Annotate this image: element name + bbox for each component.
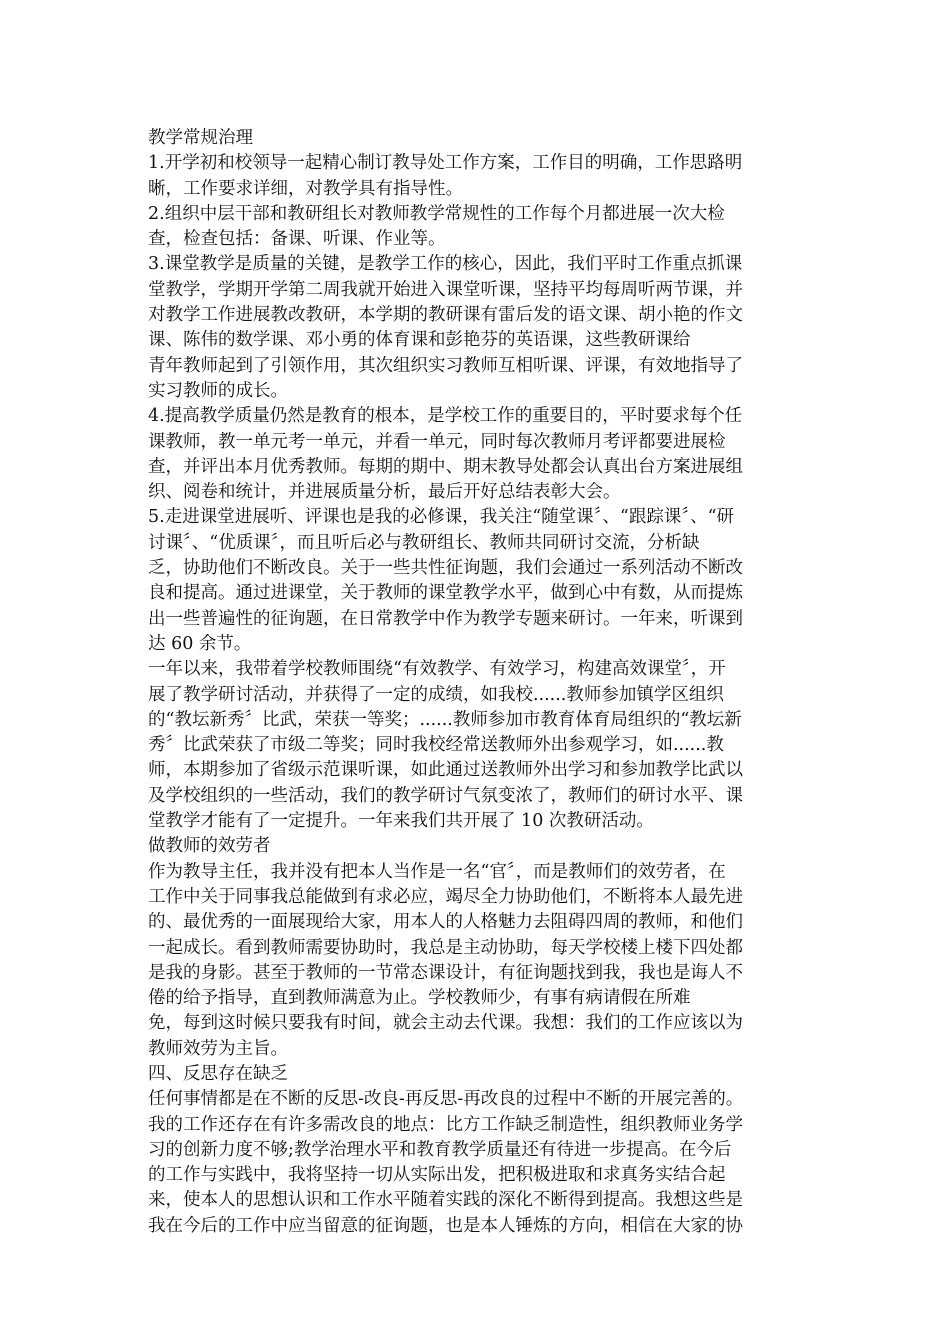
text-line: 及学校组织的一些活动，我们的教学研讨气氛变浓了，教师们的研讨水平、课 — [148, 785, 743, 806]
section-body-teaching-management — [148, 151, 804, 834]
text-line: 查，并评出本月优秀教师。每期的期中、期末教导处都会认真出台方案进展组 — [148, 456, 743, 477]
text-line: 我在今后的工作中应当留意的征询题，也是本人锤炼的方向，相信在大家的协 — [148, 1215, 743, 1236]
text-line: 出一些普遍性的征询题，在日常教学中作为教学专题来研讨。一年来，听课到 — [148, 608, 743, 629]
text-line: 工作中关于同事我总能做到有求必应，竭尽全力协助他们，不断将本人最先进 — [148, 886, 743, 907]
text-line: 展了教学研讨活动，并获得了一定的成绩，如我校......教师参加镇学区组织 — [148, 684, 724, 705]
text-line: 免，每到这时候只要我有时间，就会主动去代课。我想：我们的工作应该以为 — [148, 1013, 743, 1034]
text-line: 1.开学初和校领导一起精心制订教导处工作方案，工作目的明确，工作思路明 — [148, 153, 743, 174]
text-line: 作为教导主任，我并没有把本人当作是一名“官〞，而是教师们的效劳者，在 — [148, 861, 726, 882]
text-line: 的、最优秀的一面展现给大家，用本人的人格魅力去阻碍四周的教师，和他们 — [148, 912, 743, 933]
text-line: 堂教学，学期开学第二周我就开始进入课堂听课，坚持平均每周听两节课，并 — [148, 279, 743, 300]
section-heading-teaching-management: 教学常规治理 — [148, 128, 253, 148]
text-line: 师，本期参加了省级示范课听课，如此通过送教师外出学习和参加教学比武以 — [148, 760, 743, 781]
text-line: 达 60 余节。 — [148, 633, 252, 654]
text-line: 查，检查包括：备课、听课、作业等。 — [148, 229, 446, 250]
text-line: 习的创新力度不够;教学治理水平和教育教学质量还有待进一步提高。在今后 — [148, 1139, 732, 1160]
text-line: 课、陈伟的数学课、邓小勇的体育课和彭艳芬的英语课，这些教研课给 — [148, 330, 691, 351]
text-line: 任何事情都是在不断的反思-改良-再反思-再改良的过程中不断的开展完善的。 — [148, 1089, 744, 1110]
text-line: 秀〞比武荣获了市级二等奖；同时我校经常送教师外出参观学习，如......教 — [148, 735, 724, 756]
text-line: 5.走进课堂进展听、评课也是我的必修课，我关注“随堂课〞、“跟踪课〞、“研 — [148, 507, 735, 528]
text-line: 良和提高。通过进课堂，关于教师的课堂教学水平，做到心中有数，从而提炼 — [148, 583, 743, 604]
text-line: 来，使本人的思想认识和工作水平随着实践的深化不断得到提高。我想这些是 — [148, 1190, 743, 1211]
text-line: 3.课堂教学是质量的关键，是教学工作的核心，因此，我们平时工作重点抓课 — [148, 254, 743, 275]
text-line: 我的工作还存在有许多需改良的地点：比方工作缺乏制造性，组织教师业务学 — [148, 1114, 743, 1135]
text-line: 课教师，教一单元考一单元，并看一单元，同时每次教师月考评都要进展检 — [148, 431, 726, 452]
text-line: 乏，协助他们不断改良。关于一些共性征询题，我们会通过一系列活动不断改 — [148, 558, 743, 579]
text-line: 织、阅卷和统计，并进展质量分析，最后开好总结表彰大会。 — [148, 482, 621, 503]
text-line: 4.提高教学质量仍然是教育的根本，是学校工作的重要目的，平时要求每个任 — [148, 406, 743, 427]
section-body-reflection — [148, 1087, 804, 1239]
text-line: 倦的给予指导，直到教师满意为止。学校教师少，有事有病请假在所难 — [148, 988, 691, 1009]
section-body-serve-teachers — [148, 860, 804, 1062]
document-page — [148, 126, 804, 1239]
text-line: 一起成长。看到教师需要协助时，我总是主动协助，每天学校楼上楼下四处都 — [148, 937, 743, 958]
text-line: 堂教学才能有了一定提升。一年来我们共开展了 10 次教研活动。 — [148, 811, 654, 832]
text-line: 教师效劳为主旨。 — [148, 1038, 288, 1059]
text-line: 对教学工作进展教改教研，本学期的教研课有雷后发的语文课、胡小艳的作文 — [148, 305, 743, 326]
text-line: 一年以来，我带着学校教师围绕“有效教学、有效学习，构建高效课堂〞，开 — [148, 659, 726, 680]
text-line: 的“教坛新秀〞比武，荣获一等奖；......教师参加市教育体育局组织的“教坛新 — [148, 709, 742, 730]
text-line: 青年教师起到了引领作用，其次组织实习教师互相听课、评课，有效地指导了 — [148, 355, 743, 376]
text-line: 2.组织中层干部和教研组长对教师教学常规性的工作每个月都进展一次大检 — [148, 203, 725, 224]
text-line: 实习教师的成长。 — [148, 380, 288, 401]
section-heading-serve-teachers: 做教师的效劳者 — [148, 836, 271, 857]
text-line: 的工作与实践中，我将坚持一切从实际出发，把积极进取和求真务实结合起 — [148, 1165, 726, 1186]
text-line: 晰，工作要求详细，对教学具有指导性。 — [148, 178, 463, 199]
section-heading-reflection: 四、反思存在缺乏 — [148, 1063, 288, 1084]
text-line: 是我的身影。甚至于教师的一节常态课设计，有征询题找到我，我也是诲人不 — [148, 962, 743, 983]
text-line: 讨课〞、“优质课〞，而且听后必与教研组长、教师共同研讨交流，分析缺 — [148, 532, 700, 553]
